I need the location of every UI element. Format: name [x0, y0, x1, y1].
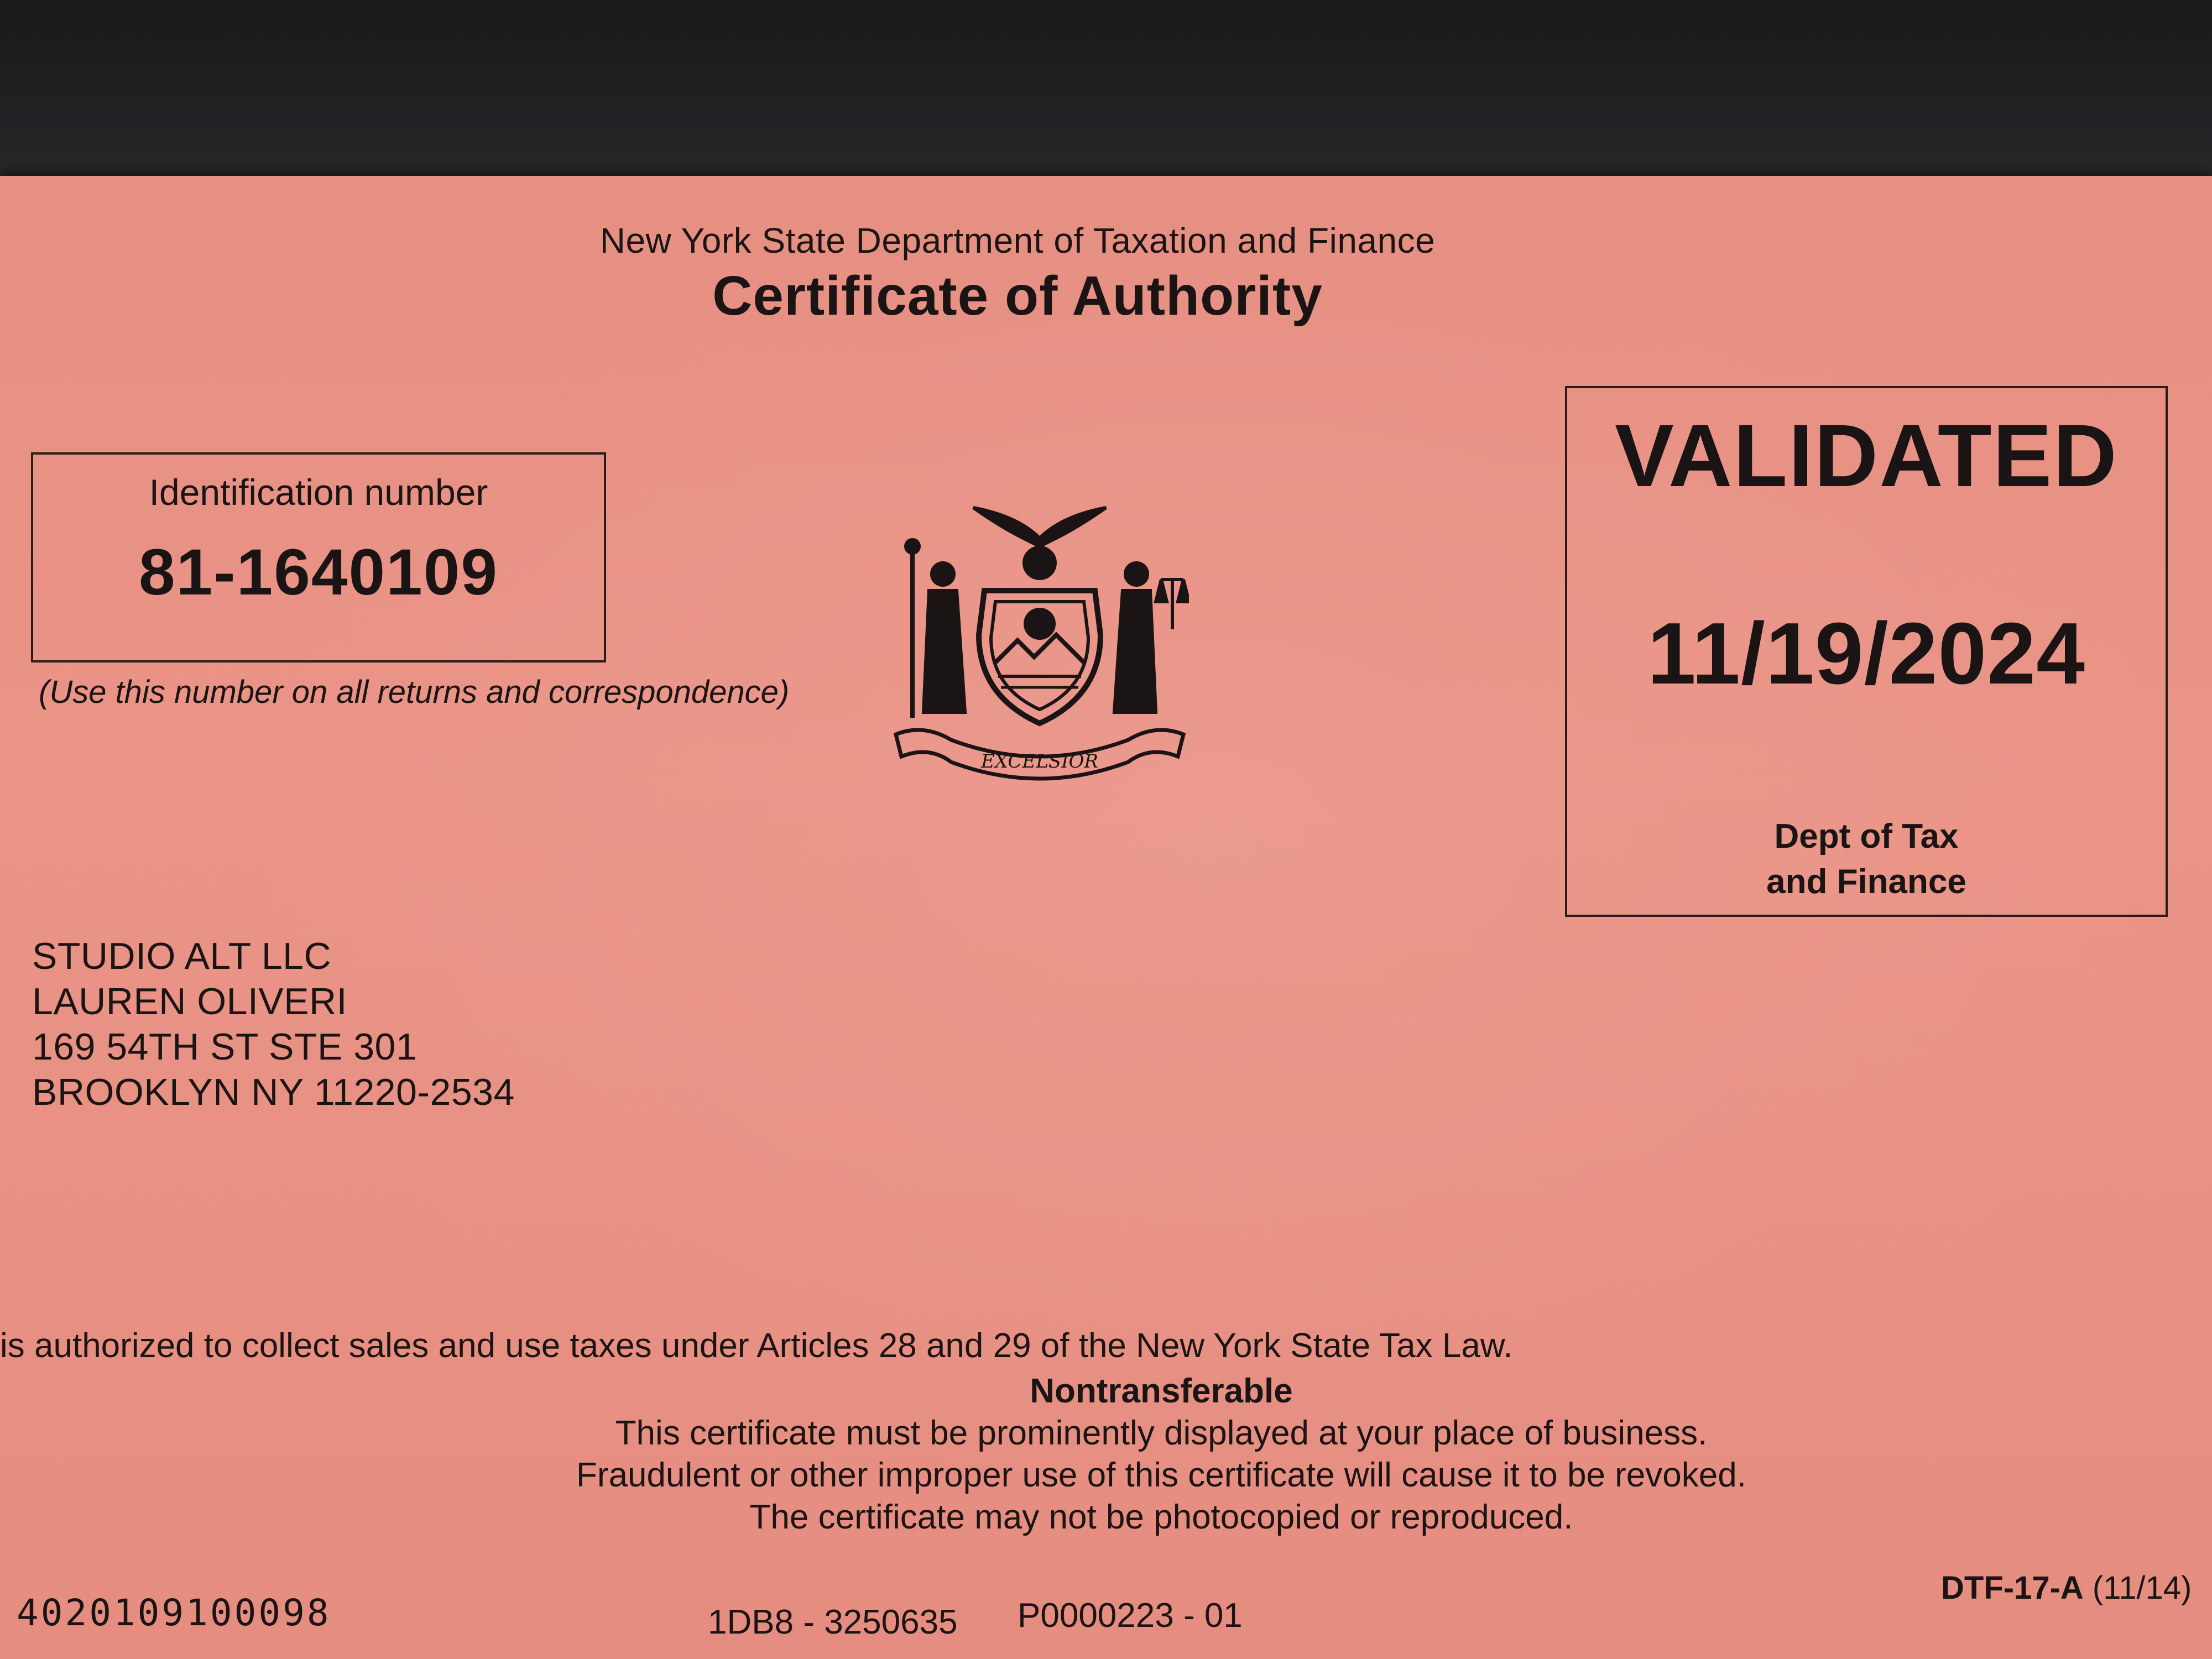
legal-line-display: This certificate must be prominently displayed at your place of business.	[615, 1414, 1708, 1452]
authorization-statement: is authorized to collect sales and use taxes under Articles 28 and 29 of the New York State Tax Law.	[0, 1327, 1513, 1365]
seal-motto: EXCELSIOR	[980, 750, 1099, 773]
state-seal-icon	[890, 486, 1189, 795]
address-contact-name: LAUREN OLIVERI	[32, 980, 348, 1022]
form-code: DTF-17-A	[1941, 1570, 2084, 1606]
address-city-state-zip: BROOKLYN NY 11220-2534	[32, 1071, 515, 1113]
dark-background	[0, 0, 2212, 188]
barcode-number: 4020109100098	[17, 1592, 331, 1634]
validation-stamp	[1565, 386, 2168, 917]
certificate-title: Certificate of Authority	[712, 265, 1323, 327]
validation-department-line2: and Finance	[1766, 863, 1966, 901]
legal-notice	[498, 1370, 1825, 1538]
validation-department	[1567, 814, 2166, 905]
mailing-address	[32, 933, 515, 1115]
identification-label: Identification number	[149, 472, 488, 513]
reference-code-1: 1DB8 - 3250635	[708, 1603, 958, 1641]
identification-number: 81-1640109	[139, 536, 498, 609]
validation-date: 11/19/2024	[1647, 605, 2086, 702]
address-business-name: STUDIO ALT LLC	[32, 935, 332, 977]
validation-status: VALIDATED	[1615, 406, 2118, 505]
agency-name: New York State Department of Taxation and Finance	[599, 221, 1436, 260]
identification-note: (Use this number on all returns and correspondence)	[39, 674, 790, 710]
certificate-document	[0, 176, 2212, 1659]
nontransferable-heading: Nontransferable	[1030, 1372, 1293, 1410]
validation-department-line1: Dept of Tax	[1774, 817, 1959, 855]
form-date: (11/14)	[2092, 1570, 2192, 1606]
address-street: 169 54TH ST STE 301	[32, 1026, 418, 1068]
legal-line-fraud: Fraudulent or other improper use of this certificate will cause it to be revoked.	[576, 1456, 1746, 1494]
identification-box	[31, 452, 606, 662]
legal-line-copy: The certificate may not be photocopied or reproduced.	[749, 1498, 1573, 1536]
form-identifier	[1941, 1569, 2192, 1606]
reference-code-2: P0000223 - 01	[1018, 1597, 1243, 1635]
